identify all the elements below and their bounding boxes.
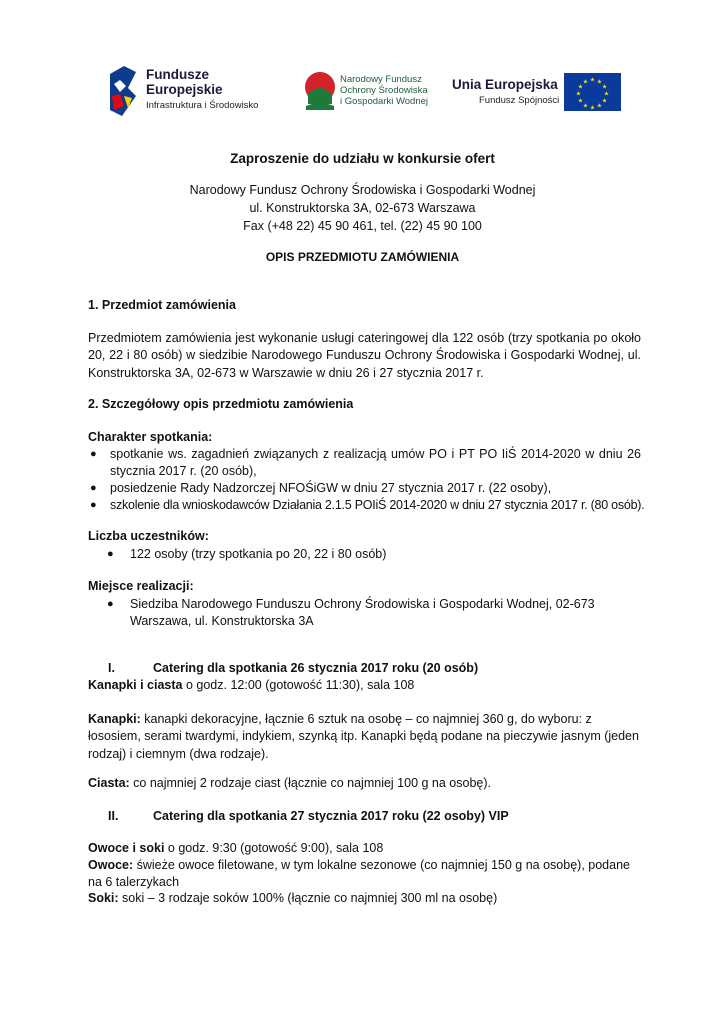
svg-text:★: ★ <box>596 102 603 110</box>
kc-label: Kanapki i ciasta <box>88 678 183 692</box>
fe-line3: Infrastruktura i Środowisko <box>146 100 259 111</box>
document-subtitle: OPIS PRZEDMIOTU ZAMÓWIENIA <box>265 250 460 264</box>
bullet-icon: ● <box>107 598 114 610</box>
char-item-3: szkolenie dla wnioskodawców Działania 2.1.5 POIiŚ 2014-2020 w dniu 27 stycznia 2017 r. (80 osób). <box>110 498 645 512</box>
place-label: Miejsce realizacji: <box>88 579 194 593</box>
list-item <box>90 596 630 631</box>
catering1-kanapki <box>88 711 641 763</box>
list-item <box>90 446 641 481</box>
char-item-2: posiedzenie Rady Nadzorczej NFOŚiGW w dniu 27 stycznia 2017 r. (22 osoby), <box>110 481 552 495</box>
svg-text:★: ★ <box>582 102 589 110</box>
eu-flag-icon <box>564 73 621 111</box>
svg-text:★: ★ <box>577 97 584 105</box>
kanapki-text: kanapki dekoracyjne, łącznie 6 sztuk na osobę – co najmniej 360 g, do wyboru: z łososiem, serami twardymi, indykiem, szynką itp. Kanapki będą podane na pieczywie jasnym (jeden rodzaj) i ciemnym (dwa rodzaje). <box>88 712 639 761</box>
svg-text:★: ★ <box>596 78 603 86</box>
svg-text:★: ★ <box>589 76 596 84</box>
catering2-owoce <box>88 857 641 892</box>
org-contact: Fax (+48 22) 45 90 461, tel. (22) 45 90 100 <box>243 219 482 233</box>
soki-text: soki – 3 rodzaje soków 100% (łącznie co najmniej 300 ml na osobę) <box>118 891 498 905</box>
kc-text: o godz. 12:00 (gotowość 11:30), sala 108 <box>182 678 415 692</box>
owoce-label: Owoce: <box>88 858 134 872</box>
ue-line2: Fundusz Spójności <box>479 95 560 106</box>
svg-text:★: ★ <box>577 83 584 91</box>
fe-line1: Fundusze <box>146 67 209 82</box>
catering1-heading: Catering dla spotkania 26 stycznia 2017 roku (20 osób) <box>153 661 479 675</box>
list-item <box>90 497 645 514</box>
svg-text:★: ★ <box>603 90 610 98</box>
os-text: o godz. 9:30 (gotowość 9:00), sala 108 <box>164 841 384 855</box>
nf-line3: i Gospodarki Wodnej <box>340 96 429 107</box>
catering2-soki <box>88 891 497 905</box>
os-label: Owoce i soki <box>88 841 165 855</box>
bullet-icon: ● <box>90 482 97 494</box>
bullet-icon: ● <box>90 499 97 511</box>
kanapki-label: Kanapki: <box>88 712 141 726</box>
list-item <box>90 546 641 563</box>
catering1-ciasta <box>88 776 491 790</box>
nf-line1: Narodowy Fundusz <box>340 74 422 85</box>
nf-line2: Ochrony Środowiska <box>340 85 428 96</box>
org-name: Narodowy Fundusz Ochrony Środowiska i Gospodarki Wodnej <box>189 183 536 197</box>
org-address: ul. Konstruktorska 3A, 02-673 Warszawa <box>249 201 476 215</box>
catering2-number: II. <box>108 809 119 823</box>
svg-text:★: ★ <box>575 90 582 98</box>
ciasta-label: Ciasta: <box>88 776 130 790</box>
catering2-heading: Catering dla spotkania 27 stycznia 2017 roku (22 osoby) VIP <box>153 809 509 823</box>
catering1-number: I. <box>108 661 115 675</box>
owoce-text: świeże owoce filetowane, w tym lokalne sezonowe (co najmniej 150 g na osobę), podane na 6 talerzykach <box>88 858 630 890</box>
count-label: Liczba uczestników: <box>88 529 209 543</box>
ue-line1: Unia Europejska <box>452 77 558 92</box>
list-item <box>90 480 641 497</box>
fundusze-europejskie-logo <box>110 66 270 116</box>
section1-text: Przedmiotem zamówienia jest wykonanie usługi cateringowej dla 122 osób (trzy spotkania po około 20, 22 i 80 osób) w siedzibie Narodowego Funduszu Ochrony Środowiska i Gospodarki Wodnej, ul. Konstruktorska 3A, 02-673 w Warszawie w dniu 26 i 27 stycznia 2017 r. <box>88 331 641 380</box>
bullet-icon: ● <box>90 448 97 460</box>
svg-text:★: ★ <box>601 97 608 105</box>
count-item: 122 osoby (trzy spotkania po 20, 22 i 80 osób) <box>130 547 387 561</box>
fe-flag-icon <box>110 66 136 116</box>
ciasta-text: co najmniej 2 rodzaje ciast (łącznie co najmniej 100 g na osobę). <box>129 776 491 790</box>
char-label: Charakter spotkania: <box>88 430 213 444</box>
unia-europejska-logo <box>450 72 622 112</box>
char-item-1: spotkanie ws. zagadnień związanych z realizacją umów PO i PT PO IiŚ 2014-2020 w dniu 26 stycznia 2017 r. (20 osób), <box>110 447 641 479</box>
nfosigw-emblem-icon <box>302 70 338 112</box>
bullet-icon: ● <box>107 548 114 560</box>
svg-text:★: ★ <box>589 104 596 111</box>
nfosigw-logo <box>302 70 432 112</box>
place-item: Siedziba Narodowego Funduszu Ochrony Środowiska i Gospodarki Wodnej, 02-673 Warszawa, ul. Konstruktorska 3A <box>130 597 595 629</box>
section2-heading: 2. Szczegółowy opis przedmiotu zamówienia <box>88 397 354 411</box>
page-title: Zaproszenie do udziału w konkursie ofert <box>230 151 495 166</box>
svg-text:★: ★ <box>582 78 589 86</box>
fe-line2: Europejskie <box>146 81 223 97</box>
catering2-os-line <box>88 841 383 855</box>
soki-label: Soki: <box>88 891 119 905</box>
svg-text:★: ★ <box>601 83 608 91</box>
section1-heading: 1. Przedmiot zamówienia <box>88 298 236 312</box>
catering1-kc-line <box>88 678 414 692</box>
